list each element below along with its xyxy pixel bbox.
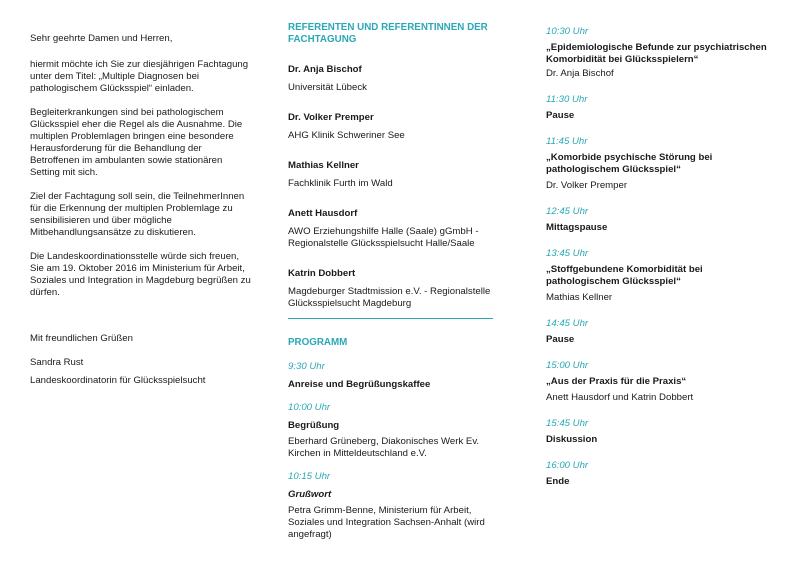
program-time: 16:00 Uhr	[546, 460, 589, 471]
speakers-and-program	[288, 22, 500, 552]
program-title: Mittagspause	[546, 222, 608, 233]
speaker-affiliation: Fachklinik Furth im Wald	[288, 178, 393, 189]
program-continued	[546, 26, 768, 502]
invitation-letter	[30, 33, 252, 387]
letter-paragraph: hiermit möchte ich Sie zur diesjährigen Fachtagung unter dem Titel: „Multiple Diagnosen bei pathologischem Glücksspiel“ einladen.	[30, 59, 249, 94]
signer-name: Sandra Rust	[30, 357, 84, 368]
program-detail: Petra Grimm-Benne, Ministerium für Arbeit, Soziales und Integration Sachsen-Anhalt (wird angefragt)	[288, 505, 485, 540]
speaker-entry	[288, 160, 500, 190]
program-slot	[546, 136, 768, 192]
speaker-affiliation: AHG Klinik Schweriner See	[288, 130, 405, 141]
program-title: Pause	[546, 110, 575, 121]
letter-salutation: Sehr geehrte Damen und Herren,	[30, 33, 173, 44]
program-heading: PROGRAMM	[288, 337, 348, 348]
program-title: Diskussion	[546, 434, 598, 445]
program-detail: Eberhard Grüneberg, Diakonisches Werk Ev. Kirchen in Mitteldeutschland e.V.	[288, 436, 480, 459]
program-detail: Dr. Volker Premper	[546, 180, 628, 191]
program-title: Begrüßung	[288, 420, 340, 431]
program-time: 14:45 Uhr	[546, 318, 589, 329]
program-time: 15:00 Uhr	[546, 360, 589, 371]
letter-paragraph: Ziel der Fachtagung soll sein, die TeilnehmerInnen für die Erkennung der multiplen Problemlage zu sensibilisieren und über mögliche Mitbehandlungsansätze zu diskutieren.	[30, 191, 245, 238]
program-title: „Aus der Praxis für die Praxis“	[546, 376, 687, 387]
speaker-affiliation: Magdeburger Stadtmission e.V. - Regionalstelle Glücksspielsucht Magdeburg	[288, 286, 491, 309]
program-time: 11:30 Uhr	[546, 94, 588, 105]
program-title: Grußwort	[288, 489, 332, 500]
program-detail: Anett Hausdorf und Katrin Dobbert	[546, 392, 694, 403]
program-time: 10:15 Uhr	[288, 471, 331, 482]
section-divider	[288, 318, 493, 319]
letter-paragraph: Begleiterkrankungen sind bei pathologischem Glücksspiel eher die Regel als die Ausnahme. Die multiplen Problemlagen bringen eine besondere Herausforderung für die Behandlung der Betroffenen im ambulanten sowie stationären Setting mit sich.	[30, 107, 243, 178]
letter-closing: Mit freundlichen Grüßen	[30, 333, 133, 344]
program-detail: Mathias Kellner	[546, 292, 613, 303]
program-time: 10:00 Uhr	[288, 402, 331, 413]
program-title: „Epidemiologische Befunde zur psychiatrischen Komorbidität bei Glücksspielern“	[546, 42, 767, 65]
program-slot	[546, 460, 768, 488]
program-slot	[546, 360, 768, 404]
letter-paragraph: Die Landeskoordinationsstelle würde sich freuen, Sie am 19. Oktober 2016 im Ministerium für Arbeit, Soziales und Integration in Magdeburg begrüßen zu dürfen.	[30, 251, 251, 298]
program-title: Ende	[546, 476, 570, 487]
speaker-name: Katrin Dobbert	[288, 268, 356, 279]
program-slot	[546, 418, 768, 446]
speaker-entry	[288, 112, 500, 142]
program-time: 10:30 Uhr	[546, 26, 589, 37]
program-slot	[288, 471, 500, 541]
program-slot	[288, 361, 500, 391]
program-title: Anreise und Begrüßungskaffee	[288, 379, 431, 390]
signer-title: Landeskoordinatorin für Glücksspielsucht	[30, 375, 206, 386]
speaker-name: Dr. Anja Bischof	[288, 64, 362, 75]
speakers-heading: REFERENTEN UND REFERENTINNEN DER FACHTAGUNG	[288, 22, 488, 45]
speaker-affiliation: AWO Erziehungshilfe Halle (Saale) gGmbH - Regionalstelle Glücksspielsucht Halle/Saale	[288, 226, 479, 249]
program-time: 13:45 Uhr	[546, 248, 589, 259]
program-slot	[546, 26, 768, 80]
program-detail: Dr. Anja Bischof	[546, 68, 614, 79]
speaker-name: Anett Hausdorf	[288, 208, 358, 219]
program-title: „Stoffgebundene Komorbidität bei pathologischem Glücksspiel“	[546, 264, 703, 287]
program-time: 15:45 Uhr	[546, 418, 589, 429]
program-slot	[546, 318, 768, 346]
speaker-entry	[288, 64, 500, 94]
program-title: Pause	[546, 334, 575, 345]
speaker-affiliation: Universität Lübeck	[288, 82, 367, 93]
speaker-entry	[288, 208, 500, 250]
program-title: „Komorbide psychische Störung bei pathologischem Glücksspiel“	[546, 152, 713, 175]
program-slot	[546, 248, 768, 304]
speaker-entry	[288, 268, 500, 310]
program-slot	[546, 94, 768, 122]
program-slot	[288, 402, 500, 460]
program-time: 9:30 Uhr	[288, 361, 325, 372]
program-slot	[546, 206, 768, 234]
speaker-name: Dr. Volker Premper	[288, 112, 374, 123]
program-time: 11:45 Uhr	[546, 136, 588, 147]
speaker-name: Mathias Kellner	[288, 160, 359, 171]
program-time: 12:45 Uhr	[546, 206, 589, 217]
